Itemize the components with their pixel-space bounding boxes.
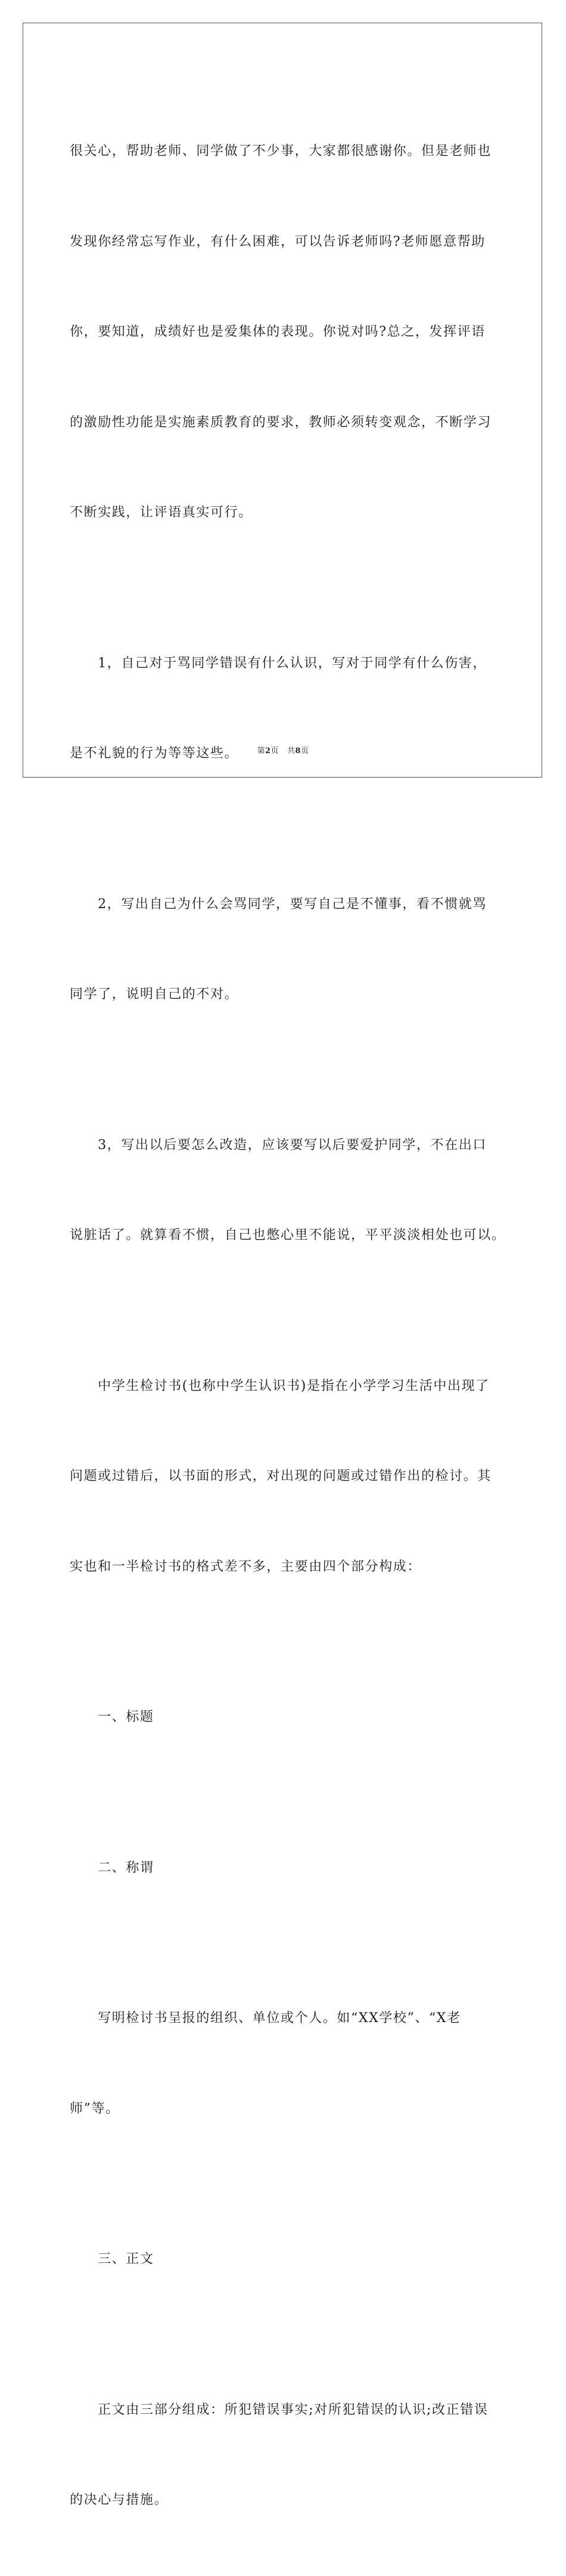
total-pages: 8: [295, 747, 301, 756]
total-prefix: 共: [287, 747, 296, 756]
heading-body-section: [70, 2184, 497, 2335]
paragraph-salutation: [70, 1943, 497, 2184]
heading-title-section: [70, 1642, 497, 1793]
paragraph-item-2: [70, 829, 497, 1070]
page-number: 2: [265, 747, 271, 756]
text-line: 的激励性功能是实施素质教育的要求，教师必须转变观念，不断学习: [70, 414, 492, 430]
page-prefix: 第: [257, 747, 265, 756]
text-line: 是不礼貌的行为等等这些。: [70, 746, 239, 761]
page-suffix: 页: [270, 747, 279, 756]
text-line: 二、称谓: [70, 1860, 154, 1875]
text-line: 1，自己对于骂同学错误有什么认识，写对于同学有什么伤害，: [70, 655, 487, 671]
text-line: 的决心与措施。: [70, 2493, 169, 2507]
text-line: 3，写出以后要怎么改造，应该要写以后要爱护同学，不在出口: [70, 1137, 487, 1153]
text-line: 写明检讨书呈报的组织、单位或个人。如“XX学校”、“X老: [70, 2011, 461, 2026]
paragraph-body: [70, 2335, 497, 2576]
text-line: 2，写出自己为什么会骂同学，要写自己是不懂事，看不惯就骂: [70, 896, 487, 912]
text-line: 很关心，帮助老师、同学做了不少事，大家都很感谢你。但是老师也: [70, 144, 492, 159]
document-body: [70, 76, 506, 2576]
text-line: 发现你经常忘写作业，有什么困难，可以告诉老师吗?老师愿意帮助: [70, 234, 486, 249]
text-line: 师”等。: [70, 2101, 120, 2116]
paragraph-definition: [70, 1311, 497, 1643]
text-line: 正文由三部分组成：所犯错误事实;对所犯错误的认识;改正错误: [70, 2402, 489, 2417]
paragraph-teacher-comment: [70, 76, 497, 589]
text-line: 同学了，说明自己的不对。: [70, 987, 239, 1002]
paragraph-item-1: [70, 589, 497, 829]
text-line: 问题或过错后，以书面的形式，对出现的问题或过错作出的检讨。其: [70, 1469, 492, 1484]
text-line: 不断实践，让评语真实可行。: [70, 505, 253, 520]
paragraph-item-3: [70, 1070, 506, 1311]
text-line: 中学生检讨书(也称中学生认识书)是指在小学学习生活中出现了: [70, 1378, 490, 1394]
text-line: 一、标题: [70, 1710, 154, 1724]
text-line: 说脏话了。就算看不惯，自己也憋心里不能说，平平淡淡相处也可以。: [70, 1228, 506, 1243]
text-line: 你，要知道，成绩好也是爱集体的表现。你说对吗?总之，发挥评语: [70, 324, 486, 339]
text-line: 三、正文: [70, 2252, 154, 2267]
text-line: 实也和一半检讨书的格式差不多，主要由四个部分构成：: [70, 1559, 422, 1574]
heading-salutation-section: [70, 1793, 497, 1944]
total-suffix: 页: [301, 747, 309, 756]
page-footer: [0, 744, 566, 756]
